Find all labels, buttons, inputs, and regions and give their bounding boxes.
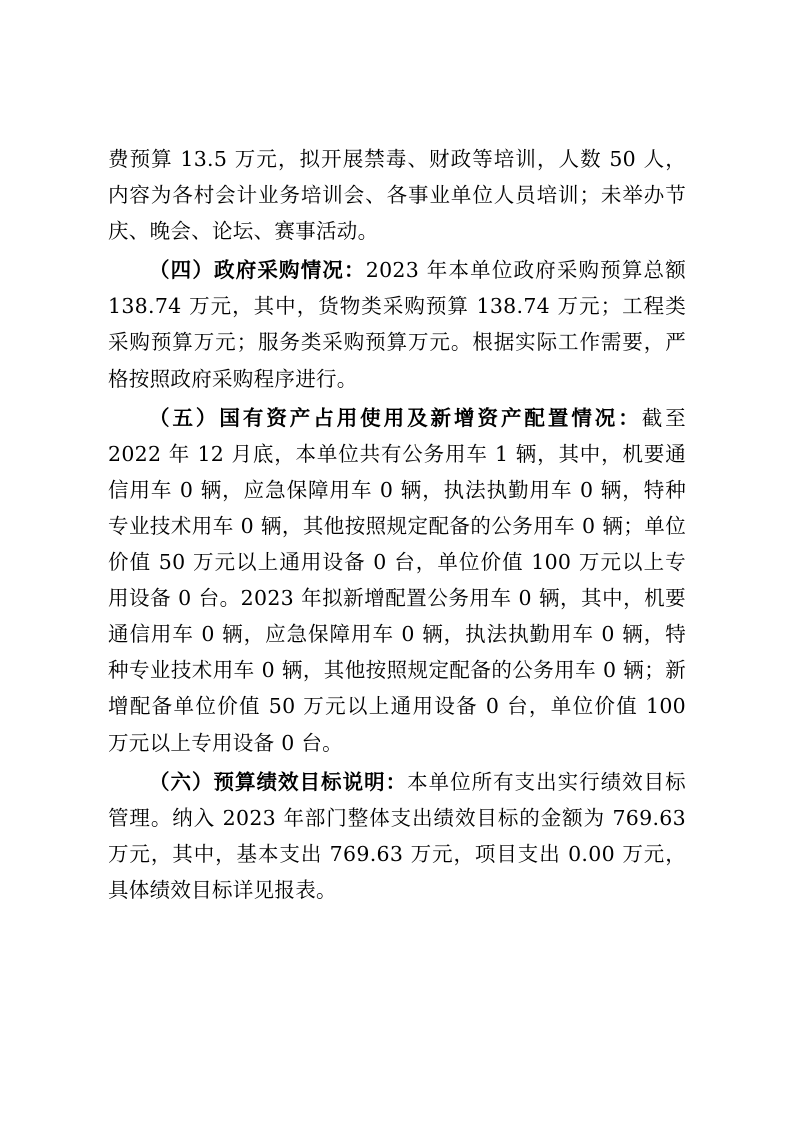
paragraph-text: 本单位所有支出实行绩效目标管理。纳入 2023 年部门整体支出绩效目标的金额为 769.63 万元，其中，基本支出 769.63 万元，项目支出 0.00 万元，具体绩效目标详见报表。 [108,769,686,902]
document-page [108,141,686,1021]
section-heading-assets: （五）国有资产占用使用及新增资产配置情况： [149,405,642,430]
section-heading-performance: （六）预算绩效目标说明： [149,769,408,794]
paragraph-text: 截至 2022 年 12 月底，本单位共有公务用车 1 辆，其中，机要通信用车 0 辆，应急保障用车 0 辆，执法执勤用车 0 辆，特种专业技术用车 0 辆，其他按照规定配备的公务用车 0 辆；单位价值 50 万元以上通用设备 0 台，单位价值 100 万元以上专用设备 0 台。2023 年拟新增配置公务用车 0 辆，其中，机要通信用车 0 辆，应急保障用车 0 辆，执法执勤用车 0 辆，特种专业技术用车 0 辆，其他按照规定配备的公务用车 0 辆；新增配备单位价值 50 万元以上通用设备 0 台，单位价值 100 万元以上专用设备 0 台。 [108,405,686,755]
section-heading-procurement: （四）政府采购情况： [149,258,366,283]
paragraph-government-procurement [108,252,686,396]
paragraph-state-assets [108,400,686,761]
paragraph-training-budget [108,141,686,249]
paragraph-text: 2023 年本单位政府采购预算总额 138.74 万元，其中，货物类采购预算 138.74 万元；工程类采购预算万元；服务类采购预算万元。根据实际工作需要，严格按照政府采购程序进行。 [108,258,686,391]
paragraph-performance-goals [108,764,686,908]
paragraph-text: 费预算 13.5 万元，拟开展禁毒、财政等培训，人数 50 人，内容为各村会计业务培训会、各事业单位人员培训；未举办节庆、晚会、论坛、赛事活动。 [108,147,686,244]
